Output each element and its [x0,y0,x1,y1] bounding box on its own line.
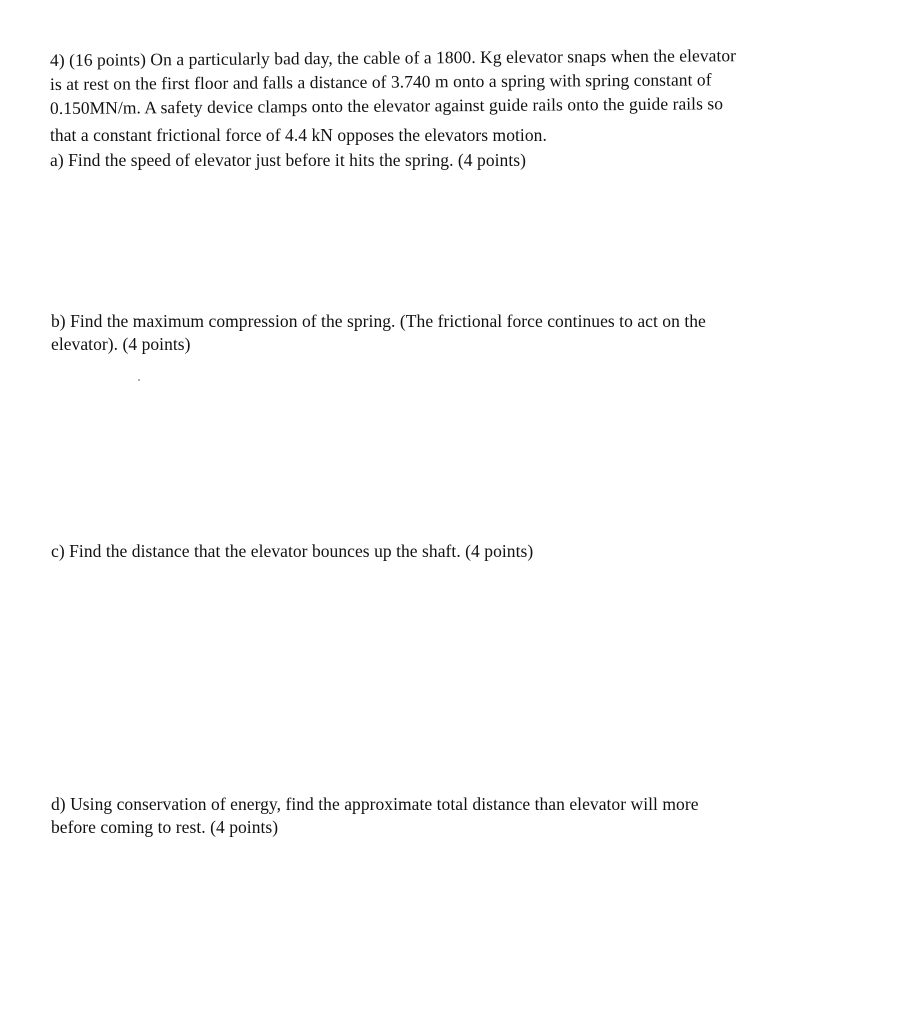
question-part-a: a) Find the speed of elevator just before it hits the spring. (4 points) [50,150,526,170]
question-part-b-line-2: elevator). (4 points) [51,334,191,354]
scan-speck [138,379,140,381]
question-part-d-line-1: d) Using conservation of energy, find the approximate total distance than elevator will more [51,794,699,814]
question-part-d-line-2: before coming to rest. (4 points) [51,817,279,837]
question-part-c: c) Find the distance that the elevator bounces up the shaft. (4 points) [51,541,534,561]
problem-intro-line-3: 0.150MN/m. A safety device clamps onto the elevator against guide rails onto the guide rails so [49,93,724,118]
problem-intro-line-1: 4) (16 points) On a particularly bad day, the cable of a 1800. Kg elevator snaps when the elevator [49,45,737,70]
problem-intro-line-2: is at rest on the first floor and falls a distance of 3.740 m onto a spring with spring constant of [49,69,712,94]
question-part-b-line-1: b) Find the maximum compression of the spring. (The frictional force continues to act on the [51,311,706,331]
problem-intro-line-4: that a constant frictional force of 4.4 kN opposes the elevators motion. [50,125,547,145]
